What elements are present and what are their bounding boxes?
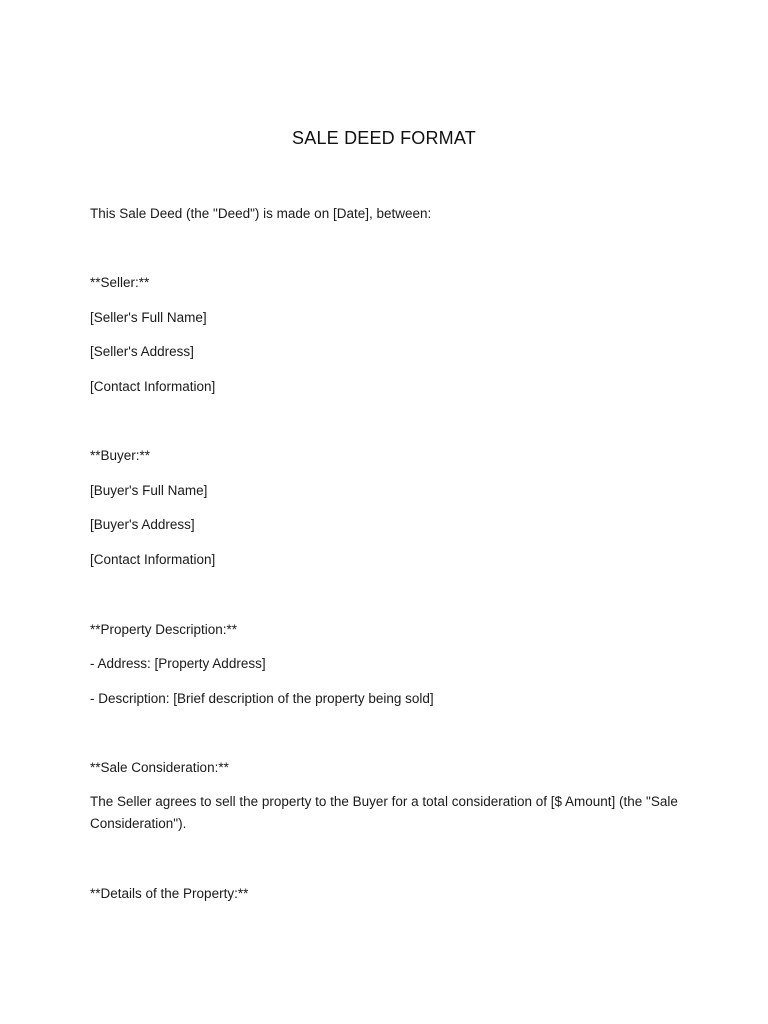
property-details-heading: **Details of the Property:** bbox=[90, 886, 249, 901]
buyer-heading: **Buyer:** bbox=[90, 448, 151, 463]
seller-heading: **Seller:** bbox=[90, 275, 150, 290]
document-title: SALE DEED FORMAT bbox=[292, 128, 476, 148]
property-address: - Address: [Property Address] bbox=[90, 656, 266, 671]
sale-consideration-text: The Seller agrees to sell the property to the Buyer for a total consideration of [$ Amount] (the "Sale Consideration"). bbox=[90, 794, 678, 831]
intro-text: This Sale Deed (the "Deed") is made on [Date], between: bbox=[90, 206, 432, 221]
sale-consideration-heading: **Sale Consideration:** bbox=[90, 760, 229, 775]
seller-name: [Seller's Full Name] bbox=[90, 310, 207, 325]
seller-contact: [Contact Information] bbox=[90, 379, 216, 394]
buyer-address: [Buyer's Address] bbox=[90, 517, 195, 532]
seller-address: [Seller's Address] bbox=[90, 344, 194, 359]
property-brief-description: - Description: [Brief description of the property being sold] bbox=[90, 691, 434, 706]
property-description-heading: **Property Description:** bbox=[90, 622, 238, 637]
buyer-name: [Buyer's Full Name] bbox=[90, 483, 208, 498]
buyer-contact: [Contact Information] bbox=[90, 552, 216, 567]
